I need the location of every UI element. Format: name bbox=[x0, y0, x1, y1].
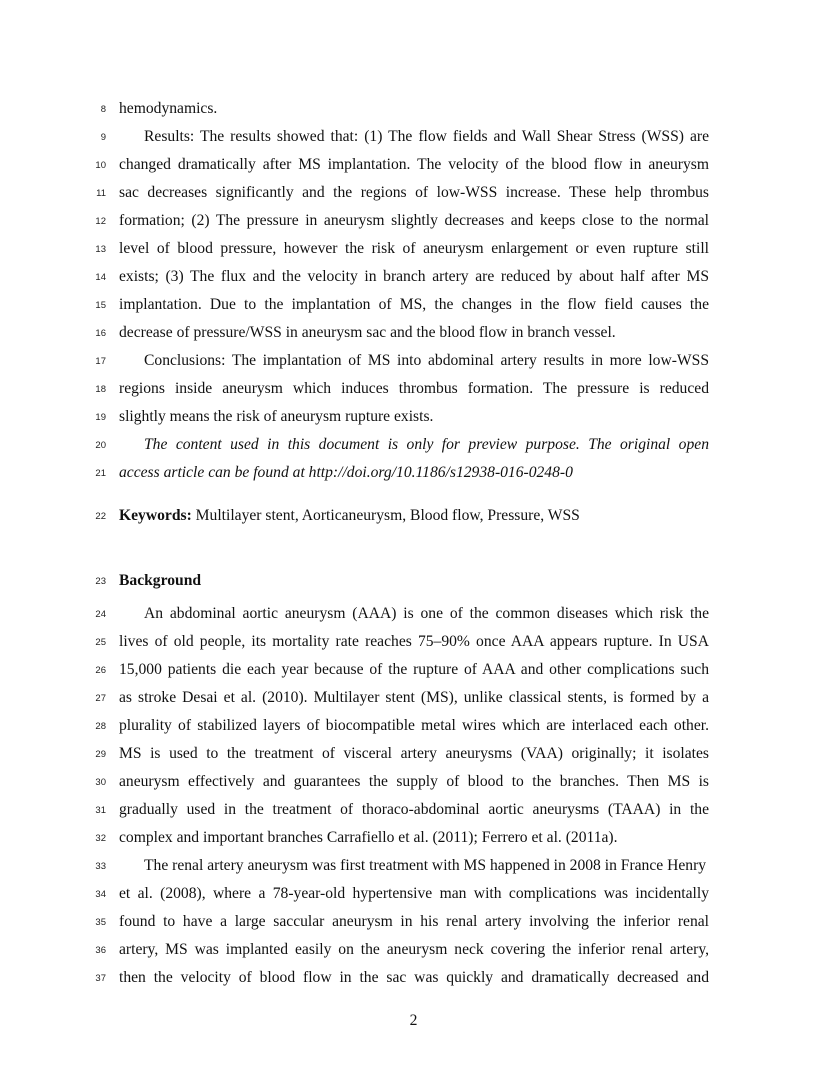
line-number: 29 bbox=[95, 749, 106, 760]
line-text: implantation. Due to the implantation of MS, the changes in the flow field causes the bbox=[119, 296, 709, 313]
line-text: Conclusions: The implantation of MS into abdominal artery results in more low-WSS bbox=[144, 352, 709, 369]
line-number: 32 bbox=[95, 833, 106, 844]
line-number: 27 bbox=[95, 693, 106, 704]
line-12 bbox=[0, 211, 827, 231]
line-34 bbox=[0, 884, 827, 904]
line-18 bbox=[0, 379, 827, 399]
line-25 bbox=[0, 632, 827, 652]
line-number: 18 bbox=[95, 384, 106, 395]
line-31 bbox=[0, 800, 827, 820]
line-16 bbox=[0, 323, 827, 343]
line-text: then the velocity of blood flow in the sac was quickly and dramatically decreased and bbox=[119, 969, 709, 986]
line-number: 25 bbox=[95, 637, 106, 648]
line-15 bbox=[0, 295, 827, 315]
line-9 bbox=[0, 127, 827, 147]
line-35 bbox=[0, 912, 827, 932]
line-number: 13 bbox=[95, 244, 106, 255]
line-number: 23 bbox=[95, 576, 106, 587]
line-text: level of blood pressure, however the risk of aneurysm enlargement or even rupture still bbox=[119, 240, 709, 257]
section-heading: Background bbox=[119, 572, 202, 589]
line-text: regions inside aneurysm which induces thrombus formation. The pressure is reduced bbox=[119, 380, 709, 397]
line-text: 15,000 patients die each year because of the rupture of AAA and other complications such bbox=[119, 661, 709, 678]
keywords bbox=[119, 506, 580, 526]
line-21 bbox=[0, 463, 827, 483]
line-36 bbox=[0, 940, 827, 960]
preview-notice: The content used in this document is only for preview purpose. The original open bbox=[144, 436, 709, 453]
line-8 bbox=[0, 99, 827, 119]
line-number: 16 bbox=[95, 328, 106, 339]
line-28 bbox=[0, 716, 827, 736]
line-text: aneurysm effectively and guarantees the supply of blood to the branches. Then MS is bbox=[119, 773, 709, 790]
line-30 bbox=[0, 772, 827, 792]
line-text: hemodynamics. bbox=[119, 100, 218, 117]
line-33 bbox=[0, 856, 827, 876]
line-19 bbox=[0, 407, 827, 427]
line-number: 37 bbox=[95, 973, 106, 984]
line-number: 15 bbox=[95, 300, 106, 311]
line-26 bbox=[0, 660, 827, 680]
line-text: found to have a large saccular aneurysm in his renal artery involving the inferior renal bbox=[119, 913, 709, 930]
line-27 bbox=[0, 688, 827, 708]
keywords-list: Multilayer stent, Aorticaneurysm, Blood flow, Pressure, WSS bbox=[195, 507, 580, 524]
line-23 bbox=[0, 571, 827, 591]
line-text: MS is used to the treatment of visceral artery aneurysms (VAA) originally; it isolates bbox=[119, 745, 709, 762]
line-text: slightly means the risk of aneurysm rupture exists. bbox=[119, 408, 434, 425]
line-24 bbox=[0, 604, 827, 624]
line-number: 35 bbox=[95, 917, 106, 928]
line-32 bbox=[0, 828, 827, 848]
line-number: 21 bbox=[95, 468, 106, 479]
doi-link[interactable]: access article can be found at http://doi.org/10.1186/s12938-016-0248-0 bbox=[119, 464, 573, 481]
line-13 bbox=[0, 239, 827, 259]
line-22 bbox=[0, 506, 827, 526]
line-number: 10 bbox=[95, 160, 106, 171]
line-number: 34 bbox=[95, 889, 106, 900]
line-number: 11 bbox=[96, 188, 106, 199]
line-text: et al. (2008), where a 78-year-old hypertensive man with complications was incidentally bbox=[119, 885, 709, 902]
line-text: Results: The results showed that: (1) The flow fields and Wall Shear Stress (WSS) are bbox=[144, 128, 709, 145]
line-number: 19 bbox=[95, 412, 106, 423]
line-17 bbox=[0, 351, 827, 371]
line-number: 22 bbox=[95, 511, 106, 522]
line-11 bbox=[0, 183, 827, 203]
line-number: 26 bbox=[95, 665, 106, 676]
page-number: 2 bbox=[409, 1012, 418, 1029]
line-text: gradually used in the treatment of thoraco-abdominal aortic aneurysms (TAAA) in the bbox=[119, 801, 709, 818]
keywords-label: Keywords: bbox=[119, 507, 192, 524]
line-14 bbox=[0, 267, 827, 287]
line-number: 24 bbox=[95, 609, 106, 620]
line-29 bbox=[0, 744, 827, 764]
line-text: An abdominal aortic aneurysm (AAA) is one of the common diseases which risk the bbox=[144, 605, 709, 622]
line-37 bbox=[0, 968, 827, 988]
line-number: 28 bbox=[95, 721, 106, 732]
line-text: lives of old people, its mortality rate reaches 75–90% once AAA appears rupture. In USA bbox=[119, 633, 709, 650]
line-text: as stroke Desai et al. (2010). Multilayer stent (MS), unlike classical stents, is formed by a bbox=[119, 689, 709, 706]
line-number: 30 bbox=[95, 777, 106, 788]
line-number: 31 bbox=[95, 805, 106, 816]
line-number: 36 bbox=[95, 945, 106, 956]
line-text: The renal artery aneurysm was first treatment with MS happened in 2008 in France Henry bbox=[144, 857, 707, 874]
line-number: 9 bbox=[100, 132, 106, 143]
line-text: formation; (2) The pressure in aneurysm slightly decreases and keeps close to the normal bbox=[119, 212, 709, 229]
line-number: 8 bbox=[100, 104, 106, 115]
line-text: decrease of pressure/WSS in aneurysm sac and the blood flow in branch vessel. bbox=[119, 324, 616, 341]
line-20 bbox=[0, 435, 827, 455]
line-text: artery, MS was implanted easily on the aneurysm neck covering the inferior renal artery, bbox=[119, 941, 709, 958]
line-number: 12 bbox=[95, 216, 106, 227]
line-number: 33 bbox=[95, 861, 106, 872]
line-number: 20 bbox=[95, 440, 106, 451]
line-number: 17 bbox=[95, 356, 106, 367]
line-text: exists; (3) The flux and the velocity in branch artery are reduced by about half after MS bbox=[119, 268, 709, 285]
line-text: complex and important branches Carrafiello et al. (2011); Ferrero et al. (2011a). bbox=[119, 829, 618, 846]
line-10 bbox=[0, 155, 827, 175]
line-text: plurality of stabilized layers of biocompatible metal wires which are interlaced each other. bbox=[119, 717, 709, 734]
line-text: changed dramatically after MS implantation. The velocity of the blood flow in aneurysm bbox=[119, 156, 709, 173]
line-text: sac decreases significantly and the regions of low-WSS increase. These help thrombus bbox=[119, 184, 709, 201]
line-number: 14 bbox=[95, 272, 106, 283]
